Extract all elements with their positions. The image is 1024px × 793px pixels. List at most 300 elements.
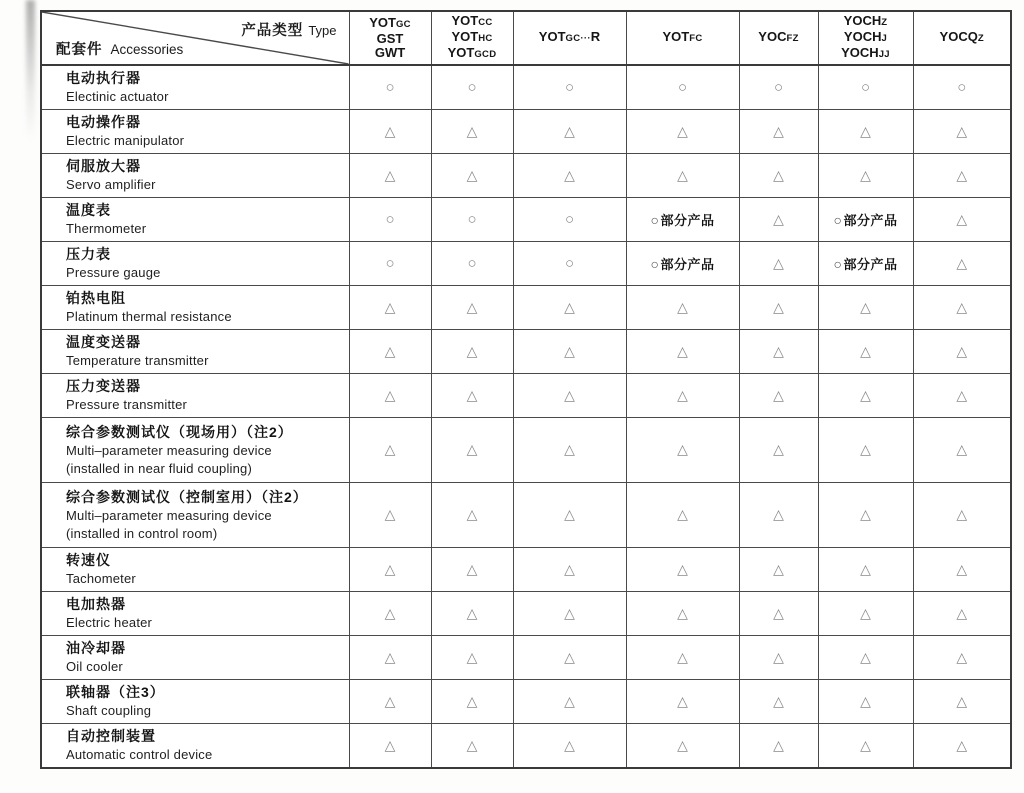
- accessory-name-en: Electric heater: [66, 615, 153, 630]
- triangle-symbol: △: [466, 386, 478, 403]
- row-label: [41, 330, 349, 374]
- triangle-symbol: △: [956, 736, 968, 753]
- accessory-name-zh: 伺服放大器: [66, 158, 141, 174]
- cell-circle-partial-products: [818, 242, 913, 286]
- triangle-symbol: △: [677, 692, 688, 709]
- table-row: [41, 198, 1011, 242]
- table-row: [41, 548, 1011, 592]
- col-header-yoc-fz: [739, 11, 818, 65]
- cell-triangle-symbol: [913, 680, 1011, 724]
- triangle-symbol: △: [384, 604, 396, 621]
- model-text: FZ: [786, 33, 799, 44]
- accessory-name-en: Pressure transmitter: [66, 397, 188, 412]
- cell-triangle-symbol: [431, 286, 513, 330]
- cell-triangle-symbol: [626, 110, 739, 154]
- triangle-symbol: △: [956, 122, 968, 139]
- model-text: JJ: [878, 49, 890, 60]
- triangle-symbol: △: [956, 441, 968, 457]
- accessory-name-en: Electric manipulator: [66, 133, 185, 148]
- cell-circle-symbol: [513, 65, 626, 110]
- triangle-symbol: △: [956, 254, 968, 271]
- circle-partial-label: ○部分产品: [650, 211, 715, 228]
- model-text: YOT: [447, 45, 475, 60]
- model-text: GCD: [474, 49, 497, 60]
- triangle-symbol: △: [956, 648, 968, 665]
- cell-triangle-symbol: [913, 374, 1011, 418]
- triangle-symbol: △: [564, 560, 575, 577]
- table-row: [41, 374, 1011, 418]
- cell-triangle-symbol: [626, 330, 739, 374]
- cell-triangle-symbol: [818, 724, 913, 769]
- triangle-symbol: △: [860, 166, 871, 183]
- row-label: [41, 286, 349, 330]
- cell-circle-partial-products: [818, 198, 913, 242]
- cell-triangle-symbol: [626, 548, 739, 592]
- triangle-symbol: △: [564, 441, 575, 457]
- row-label: [41, 198, 349, 242]
- triangle-symbol: △: [956, 342, 968, 359]
- cell-triangle-symbol: [739, 592, 818, 636]
- cell-triangle-symbol: [513, 330, 626, 374]
- cell-triangle-symbol: [739, 680, 818, 724]
- cell-triangle-symbol: [626, 724, 739, 769]
- cell-triangle-symbol: [349, 110, 431, 154]
- cell-triangle-symbol: [431, 110, 513, 154]
- accessory-name-en: (installed in control room): [66, 525, 218, 541]
- cell-triangle-symbol: [626, 483, 739, 548]
- circle-partial-label: ○部分产品: [833, 211, 898, 228]
- triangle-symbol: △: [773, 298, 784, 315]
- cell-triangle-symbol: [818, 592, 913, 636]
- cell-triangle-symbol: [913, 286, 1011, 330]
- triangle-symbol: △: [564, 342, 575, 359]
- cell-triangle-symbol: [513, 680, 626, 724]
- cell-circle-symbol: [349, 198, 431, 242]
- row-label: [41, 548, 349, 592]
- corner-product-type-label: [241, 19, 336, 40]
- triangle-symbol: △: [677, 342, 688, 359]
- circle-symbol: ○: [677, 78, 688, 96]
- triangle-symbol: △: [677, 122, 688, 139]
- model-text: YOT: [662, 29, 690, 44]
- cell-triangle-symbol: [739, 374, 818, 418]
- circle-symbol: ○: [833, 255, 843, 272]
- accessory-name-en: Electinic actuator: [66, 89, 169, 104]
- cell-triangle-symbol: [349, 286, 431, 330]
- cell-circle-symbol: [818, 65, 913, 110]
- accessory-name-en: Tachometer: [66, 571, 136, 586]
- cell-triangle-symbol: [431, 724, 513, 769]
- cell-triangle-symbol: [626, 154, 739, 198]
- triangle-symbol: △: [956, 692, 968, 709]
- accessory-name-en: Shaft coupling: [66, 703, 152, 718]
- row-label: [41, 374, 349, 418]
- accessory-name-en: (installed in near fluid coupling): [66, 460, 253, 476]
- table-row: [41, 154, 1011, 198]
- row-label: [41, 418, 349, 483]
- triangle-symbol: △: [677, 736, 688, 753]
- triangle-symbol: △: [564, 386, 575, 403]
- circle-symbol: ○: [385, 210, 395, 228]
- triangle-symbol: △: [466, 298, 478, 315]
- cell-triangle-symbol: [913, 154, 1011, 198]
- model-text: YOC: [758, 29, 787, 44]
- circle-symbol: ○: [467, 210, 477, 228]
- accessory-name-zh: 综合参数测试仪（现场用）（注2）: [66, 423, 293, 440]
- cell-circle-symbol: [739, 65, 818, 110]
- accessory-name-zh: 温度变送器: [66, 334, 141, 350]
- accessory-name-zh: 联轴器（注3）: [66, 684, 165, 700]
- triangle-symbol: △: [564, 736, 575, 753]
- cell-circle-partial-products: [626, 198, 739, 242]
- triangle-symbol: △: [773, 560, 784, 577]
- cell-triangle-symbol: [626, 374, 739, 418]
- triangle-symbol: △: [860, 386, 871, 403]
- cell-triangle-symbol: [818, 636, 913, 680]
- accessory-name-zh: 温度表: [66, 202, 111, 218]
- accessory-name-zh: 压力变送器: [66, 378, 141, 394]
- triangle-symbol: △: [466, 692, 478, 709]
- triangle-symbol: △: [773, 122, 784, 139]
- row-label: [41, 483, 349, 548]
- cell-circle-symbol: [349, 65, 431, 110]
- header-row: [41, 11, 1011, 65]
- cell-triangle-symbol: [349, 154, 431, 198]
- triangle-symbol: △: [384, 441, 396, 457]
- triangle-symbol: △: [860, 441, 871, 457]
- triangle-symbol: △: [384, 122, 396, 139]
- cell-triangle-symbol: [349, 374, 431, 418]
- cell-triangle-symbol: [739, 636, 818, 680]
- triangle-symbol: △: [860, 560, 871, 577]
- triangle-symbol: △: [384, 298, 396, 315]
- circle-symbol: ○: [957, 78, 967, 96]
- row-label: [41, 154, 349, 198]
- accessory-name-en: Multi–parameter measuring device: [66, 507, 272, 523]
- cell-triangle-symbol: [431, 636, 513, 680]
- accessory-name-en: Oil cooler: [66, 659, 123, 674]
- cell-circle-symbol: [626, 65, 739, 110]
- cell-triangle-symbol: [431, 548, 513, 592]
- cell-circle-symbol: [913, 65, 1011, 110]
- cell-triangle-symbol: [349, 680, 431, 724]
- cell-triangle-symbol: [513, 483, 626, 548]
- accessories-compatibility-table: [40, 10, 1012, 769]
- circle-symbol: ○: [385, 254, 395, 272]
- triangle-symbol: △: [466, 122, 478, 139]
- cell-triangle-symbol: [739, 154, 818, 198]
- cell-triangle-symbol: [818, 680, 913, 724]
- model-text: GC: [565, 33, 581, 44]
- triangle-symbol: △: [956, 298, 968, 315]
- model-text: FC: [689, 33, 703, 44]
- cell-triangle-symbol: [349, 548, 431, 592]
- col-header-yocq-z: [913, 11, 1011, 65]
- cell-triangle-symbol: [739, 110, 818, 154]
- accessory-name-en: Thermometer: [66, 221, 147, 236]
- cell-triangle-symbol: [349, 592, 431, 636]
- model-text: R: [590, 29, 601, 44]
- triangle-symbol: △: [564, 604, 575, 621]
- triangle-symbol: △: [384, 648, 396, 665]
- cell-triangle-symbol: [739, 483, 818, 548]
- cell-triangle-symbol: [431, 592, 513, 636]
- col-header-yot-fc: [626, 11, 739, 65]
- circle-partial-label: ○部分产品: [650, 255, 715, 272]
- triangle-symbol: △: [956, 386, 968, 403]
- circle-symbol: ○: [385, 78, 395, 96]
- triangle-symbol: △: [773, 648, 784, 665]
- table-row: [41, 592, 1011, 636]
- cell-triangle-symbol: [513, 636, 626, 680]
- accessory-name-en: Platinum thermal resistance: [66, 309, 232, 324]
- cell-triangle-symbol: [818, 330, 913, 374]
- model-text: YOCQ: [939, 29, 978, 44]
- cell-triangle-symbol: [626, 418, 739, 483]
- cell-triangle-symbol: [913, 724, 1011, 769]
- triangle-symbol: △: [773, 342, 784, 359]
- cell-circle-symbol: [513, 198, 626, 242]
- col-header-yot-gc-gst-gwt: [349, 11, 431, 65]
- cell-triangle-symbol: [431, 680, 513, 724]
- model-text: CC: [478, 17, 493, 28]
- row-label: [41, 242, 349, 286]
- cell-triangle-symbol: [431, 374, 513, 418]
- triangle-symbol: △: [466, 736, 478, 753]
- col-header-yot-gc-r: [513, 11, 626, 65]
- cell-triangle-symbol: [513, 374, 626, 418]
- cell-triangle-symbol: [739, 242, 818, 286]
- triangle-symbol: △: [384, 560, 396, 577]
- cell-circle-symbol: [431, 198, 513, 242]
- cell-triangle-symbol: [818, 286, 913, 330]
- cell-triangle-symbol: [913, 636, 1011, 680]
- cell-triangle-symbol: [626, 286, 739, 330]
- table-row: [41, 636, 1011, 680]
- cell-circle-symbol: [349, 242, 431, 286]
- accessory-name-en: Automatic control device: [66, 747, 213, 762]
- cell-triangle-symbol: [818, 483, 913, 548]
- row-label: [41, 680, 349, 724]
- triangle-symbol: △: [384, 506, 396, 522]
- triangle-symbol: △: [564, 648, 575, 665]
- cell-triangle-symbol: [913, 198, 1011, 242]
- triangle-symbol: △: [384, 386, 396, 403]
- circle-symbol: ○: [860, 78, 871, 96]
- model-text: ···: [580, 33, 591, 44]
- triangle-symbol: △: [860, 342, 871, 359]
- accessory-name-zh: 综合参数测试仪（控制室用）（注2）: [66, 488, 308, 505]
- triangle-symbol: △: [773, 604, 784, 621]
- accessory-name-zh: 压力表: [66, 246, 111, 262]
- triangle-symbol: △: [956, 166, 968, 183]
- accessory-name-zh: 电动执行器: [66, 70, 141, 86]
- cell-triangle-symbol: [513, 286, 626, 330]
- cell-triangle-symbol: [513, 592, 626, 636]
- accessory-name-zh: 电动操作器: [66, 114, 141, 130]
- scan-edge-shadow: [26, 0, 35, 140]
- accessory-name-en: Temperature transmitter: [66, 353, 209, 368]
- circle-symbol: ○: [650, 211, 660, 228]
- cell-triangle-symbol: [739, 548, 818, 592]
- triangle-symbol: △: [860, 604, 871, 621]
- cell-triangle-symbol: [513, 110, 626, 154]
- triangle-symbol: △: [466, 166, 478, 183]
- triangle-symbol: △: [384, 166, 396, 183]
- col-header-yot-cc-hc-gcd: [431, 11, 513, 65]
- model-text: YOT: [451, 29, 479, 44]
- cell-triangle-symbol: [818, 548, 913, 592]
- cell-triangle-symbol: [818, 374, 913, 418]
- triangle-symbol: △: [773, 506, 784, 522]
- cell-circle-partial-products: [626, 242, 739, 286]
- triangle-symbol: △: [773, 736, 784, 753]
- cell-triangle-symbol: [913, 592, 1011, 636]
- col-header-yoch-z-j-jj: [818, 11, 913, 65]
- corner-accessories-label: [56, 38, 183, 59]
- triangle-symbol: △: [860, 648, 871, 665]
- cell-triangle-symbol: [739, 286, 818, 330]
- cell-triangle-symbol: [513, 418, 626, 483]
- triangle-symbol: △: [677, 506, 688, 522]
- circle-symbol: ○: [467, 78, 477, 96]
- triangle-symbol: △: [564, 506, 575, 522]
- triangle-symbol: △: [860, 122, 871, 139]
- accessory-name-en: Servo amplifier: [66, 177, 156, 192]
- cell-triangle-symbol: [626, 680, 739, 724]
- cell-triangle-symbol: [818, 110, 913, 154]
- triangle-symbol: △: [564, 122, 575, 139]
- model-text: YOCH: [841, 45, 879, 60]
- row-label: [41, 65, 349, 110]
- cell-triangle-symbol: [626, 592, 739, 636]
- triangle-symbol: △: [677, 386, 688, 403]
- accessories-zh: 配套件: [56, 42, 103, 58]
- cell-triangle-symbol: [913, 242, 1011, 286]
- triangle-symbol: △: [466, 560, 478, 577]
- triangle-symbol: △: [956, 604, 968, 621]
- row-label: [41, 110, 349, 154]
- cell-circle-symbol: [513, 242, 626, 286]
- cell-triangle-symbol: [739, 198, 818, 242]
- cell-circle-symbol: [431, 65, 513, 110]
- triangle-symbol: △: [860, 736, 871, 753]
- triangle-symbol: △: [564, 298, 575, 315]
- triangle-symbol: △: [384, 342, 396, 359]
- model-text: YOCH: [843, 13, 882, 28]
- triangle-symbol: △: [466, 342, 478, 359]
- circle-partial-label: ○部分产品: [833, 255, 898, 272]
- cell-triangle-symbol: [431, 418, 513, 483]
- corner-cell: [41, 11, 349, 65]
- table-row: [41, 724, 1011, 769]
- cell-triangle-symbol: [513, 154, 626, 198]
- cell-triangle-symbol: [739, 724, 818, 769]
- row-label: [41, 724, 349, 769]
- accessory-name-zh: 铂热电阻: [66, 290, 126, 306]
- accessory-name-en: Multi–parameter measuring device: [66, 442, 272, 458]
- model-text: GC: [395, 19, 411, 30]
- table-row: [41, 418, 1011, 483]
- accessory-name-zh: 转速仪: [66, 552, 111, 568]
- triangle-symbol: △: [677, 560, 688, 577]
- accessory-name-zh: 自动控制装置: [66, 728, 156, 744]
- table-row: [41, 110, 1011, 154]
- circle-symbol: ○: [564, 254, 575, 272]
- triangle-symbol: △: [677, 166, 688, 183]
- triangle-symbol: △: [677, 298, 688, 315]
- table-row: [41, 286, 1011, 330]
- cell-triangle-symbol: [349, 418, 431, 483]
- cell-triangle-symbol: [913, 330, 1011, 374]
- triangle-symbol: △: [384, 736, 396, 753]
- model-text: HC: [478, 33, 493, 44]
- model-text: GWT: [374, 45, 406, 60]
- accessory-name-zh: 油冷却器: [66, 640, 126, 656]
- cell-triangle-symbol: [626, 636, 739, 680]
- triangle-symbol: △: [466, 604, 478, 621]
- accessory-name-en: Pressure gauge: [66, 265, 161, 280]
- cell-triangle-symbol: [913, 418, 1011, 483]
- product-type-zh: 产品类型: [241, 23, 304, 39]
- cell-circle-symbol: [431, 242, 513, 286]
- triangle-symbol: △: [956, 560, 968, 577]
- table-row: [41, 330, 1011, 374]
- triangle-symbol: △: [677, 604, 688, 621]
- triangle-symbol: △: [677, 441, 688, 457]
- model-text: YOCH: [843, 29, 882, 44]
- model-text: J: [881, 33, 888, 44]
- table-row: [41, 65, 1011, 110]
- triangle-symbol: △: [384, 692, 396, 709]
- cell-triangle-symbol: [431, 483, 513, 548]
- cell-triangle-symbol: [349, 330, 431, 374]
- triangle-symbol: △: [860, 298, 871, 315]
- cell-triangle-symbol: [513, 548, 626, 592]
- cell-triangle-symbol: [349, 724, 431, 769]
- triangle-symbol: △: [956, 506, 968, 522]
- product-type-en: Type: [308, 23, 337, 38]
- cell-triangle-symbol: [913, 483, 1011, 548]
- triangle-symbol: △: [773, 254, 784, 271]
- triangle-symbol: △: [860, 692, 871, 709]
- row-label: [41, 636, 349, 680]
- cell-triangle-symbol: [818, 418, 913, 483]
- triangle-symbol: △: [466, 441, 478, 457]
- table-row: [41, 483, 1011, 548]
- triangle-symbol: △: [466, 506, 478, 522]
- model-text: YOT: [451, 13, 479, 28]
- triangle-symbol: △: [677, 648, 688, 665]
- triangle-symbol: △: [773, 210, 784, 227]
- cell-triangle-symbol: [349, 636, 431, 680]
- accessories-en: Accessories: [110, 42, 184, 57]
- cell-triangle-symbol: [913, 110, 1011, 154]
- cell-triangle-symbol: [513, 724, 626, 769]
- table-row: [41, 680, 1011, 724]
- triangle-symbol: △: [956, 210, 968, 227]
- model-text: Z: [881, 17, 888, 28]
- circle-symbol: ○: [467, 254, 477, 272]
- accessory-name-zh: 电加热器: [66, 596, 126, 612]
- model-text: GST: [376, 31, 404, 46]
- circle-symbol: ○: [773, 78, 784, 96]
- circle-symbol: ○: [564, 78, 575, 96]
- table-row: [41, 242, 1011, 286]
- model-text: YOT: [538, 29, 566, 44]
- triangle-symbol: △: [860, 506, 871, 522]
- cell-triangle-symbol: [739, 330, 818, 374]
